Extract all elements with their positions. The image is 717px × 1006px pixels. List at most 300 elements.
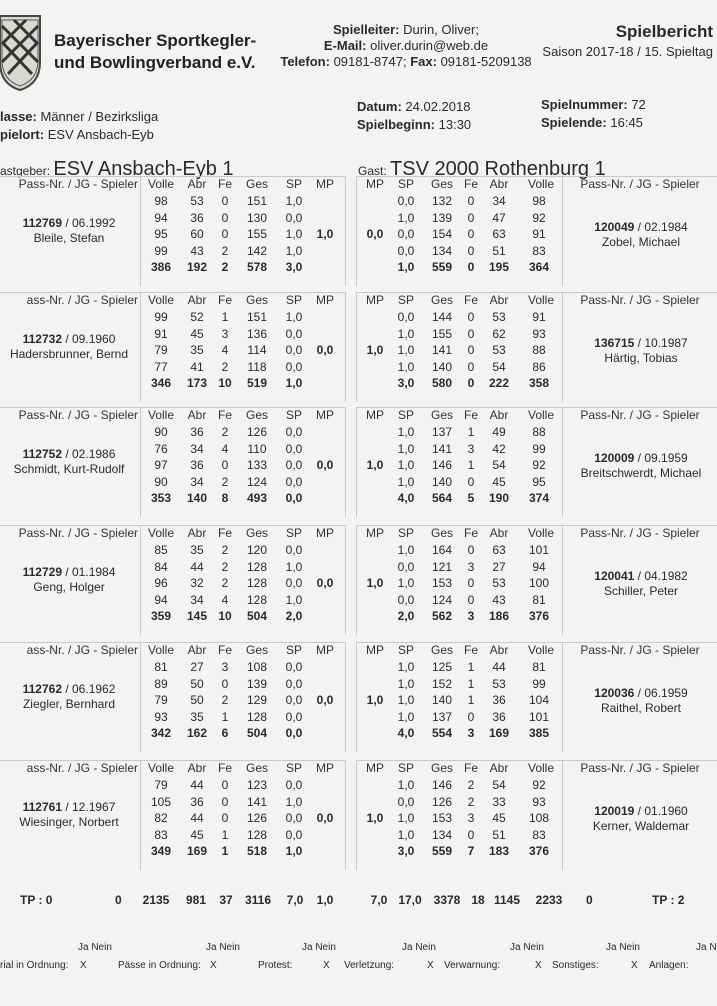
- guest-abr-cell: 47: [492, 210, 506, 225]
- host-ges-cell: 128: [246, 592, 268, 607]
- host-fe-cell: 2: [221, 359, 229, 374]
- guest-fe-cell: 0: [467, 210, 475, 225]
- col-fe: Fe: [217, 408, 232, 422]
- player-total-row: [0, 843, 717, 859]
- ja-nein-5: Ja Nein: [510, 942, 544, 953]
- datum-label: Datum:: [357, 99, 402, 114]
- host-total-volle: 359: [150, 609, 172, 623]
- beginn-label: Spielbeginn:: [357, 117, 435, 132]
- guest-ges-cell: 152: [431, 676, 453, 691]
- guest-zero: 0: [586, 893, 593, 907]
- guest-pass-number: 120041: [594, 569, 635, 583]
- host-pass-number: 112761: [22, 800, 62, 814]
- guest-total-ges: 564: [431, 491, 453, 505]
- guest-sp-cell: 0,0: [397, 559, 415, 574]
- host-player-header: Pass-Nr. / JG - Spieler: [18, 408, 138, 422]
- host-fe-cell: 0: [221, 458, 229, 472]
- guest-ges-cell: 132: [431, 194, 453, 208]
- col-volle-guest: Volle: [527, 293, 555, 307]
- ja-nein-4: Ja Nein: [402, 942, 436, 953]
- col-abr-guest: Abr: [489, 293, 509, 307]
- guest-fe-cell: 0: [467, 343, 475, 357]
- contact-block: [276, 22, 536, 70]
- guest-sp-cell: 1,0: [397, 660, 415, 674]
- guest-abr-cell: 27: [492, 559, 506, 574]
- col-sp: SP: [285, 643, 302, 657]
- col-mp-guest: MP: [366, 177, 384, 191]
- col-ges-guest: Ges: [430, 293, 453, 307]
- pairing-block: [0, 525, 717, 643]
- host-abr-cell: 27: [190, 660, 204, 674]
- host-abr-cell: 44: [190, 778, 204, 792]
- col-ges-guest: Ges: [430, 761, 453, 775]
- klasse-value: Männer / Bezirksliga: [40, 109, 159, 124]
- guest-volle-cell: 92: [532, 778, 546, 792]
- col-sp-guest: SP: [397, 761, 414, 775]
- guest-abr-cell: 36: [492, 709, 506, 724]
- host-total-abr: 145: [186, 609, 208, 623]
- host-sp-cell: 0,0: [285, 425, 303, 439]
- host-abr-cell: 34: [190, 592, 204, 607]
- host-player-header: ass-Nr. / JG - Spieler: [26, 293, 138, 307]
- host-birth: / 01.1984: [65, 565, 116, 579]
- guest-abr-cell: 45: [492, 811, 506, 825]
- guest-abr-cell: 53: [492, 676, 506, 691]
- guest-total-fe: 5: [467, 491, 475, 505]
- leiter-label: Spielleiter:: [333, 22, 400, 37]
- col-fe-guest: Fe: [463, 761, 478, 775]
- host-sp-cell: 1,0: [285, 794, 303, 809]
- game-row: [0, 424, 717, 440]
- col-abr-guest: Abr: [489, 643, 509, 657]
- col-mp: MP: [316, 408, 334, 422]
- host-team-name: ESV Ansbach-Eyb 1: [53, 158, 234, 180]
- guest-abr-cell: 36: [492, 693, 506, 707]
- col-abr: Abr: [187, 643, 207, 657]
- nummer-value: 72: [631, 97, 646, 112]
- guest-sp-cell: 0,0: [397, 592, 415, 607]
- guest-volle-cell: 92: [532, 458, 546, 472]
- col-fe-guest: Fe: [463, 526, 478, 540]
- guest-sp-cell: 1,0: [397, 543, 415, 557]
- host-total-volle: 2135: [142, 893, 170, 907]
- guest-total-volle: 358: [528, 376, 550, 390]
- host-volle-cell: 94: [154, 210, 168, 225]
- col-volle: Volle: [147, 526, 175, 540]
- guest-abr-cell: 34: [492, 194, 506, 208]
- guest-abr-cell: 62: [492, 326, 506, 341]
- guest-sp-cell: 1,0: [397, 709, 415, 724]
- host-sp-cell: 0,0: [285, 811, 303, 825]
- host-player-name: Schmidt, Kurt-Rudolf: [13, 462, 125, 476]
- guest-fe-cell: 3: [467, 441, 475, 456]
- host-ges-cell: 136: [246, 326, 268, 341]
- col-ges-guest: Ges: [430, 526, 453, 540]
- guest-player-name: Kerner, Waldemar: [592, 819, 690, 833]
- footer-label-material: rial in Ordnung:: [0, 960, 69, 971]
- col-abr: Abr: [187, 177, 207, 191]
- guest-fe-cell: 1: [467, 660, 475, 674]
- guest-volle-cell: 93: [532, 326, 546, 341]
- guest-total-ges: 3378: [433, 893, 461, 907]
- col-sp-guest: SP: [397, 177, 414, 191]
- guest-sp-cell: 1,0: [397, 210, 415, 225]
- col-volle-guest: Volle: [527, 761, 555, 775]
- col-fe-guest: Fe: [463, 177, 478, 191]
- host-total-sp: 3,0: [285, 260, 303, 274]
- col-fe-guest: Fe: [463, 643, 478, 657]
- host-ges-cell: 108: [246, 660, 268, 674]
- col-sp: SP: [285, 177, 302, 191]
- game-row: [0, 542, 717, 558]
- host-abr-cell: 36: [190, 458, 204, 472]
- match-date-block: [357, 98, 471, 134]
- host-total-volle: 386: [150, 260, 172, 274]
- col-volle-guest: Volle: [527, 408, 555, 422]
- host-volle-cell: 93: [154, 709, 168, 724]
- guest-sp-cell: 1,0: [397, 425, 415, 439]
- host-mp-value: 1,0: [316, 227, 334, 241]
- guest-volle-cell: 81: [532, 660, 546, 674]
- guest-ges-cell: 121: [431, 559, 453, 574]
- col-fe: Fe: [217, 761, 232, 775]
- pairing-block: [0, 176, 717, 294]
- ja-nein-1: Ja Nein: [78, 942, 112, 953]
- guest-player: [566, 220, 716, 250]
- host-ges-cell: 139: [246, 676, 268, 691]
- host-pass-number: 112732: [22, 332, 62, 346]
- col-volle: Volle: [147, 408, 175, 422]
- guest-total-abr: 195: [488, 260, 510, 274]
- guest-player: [566, 451, 716, 481]
- guest-fe-cell: 0: [467, 576, 475, 590]
- guest-total-ges: 580: [431, 376, 453, 390]
- host-fe-cell: 0: [221, 210, 229, 225]
- guest-sp-cell: 0,0: [397, 310, 415, 324]
- col-abr-guest: Abr: [489, 177, 509, 191]
- guest-ges-cell: 140: [431, 474, 453, 489]
- host-total-mp: 1,0: [316, 893, 334, 907]
- guest-volle-cell: 101: [528, 543, 550, 557]
- host-ges-cell: 129: [246, 693, 268, 707]
- footer-mark-sonstiges: X: [631, 960, 638, 971]
- col-ges: Ges: [245, 293, 268, 307]
- guest-fe-cell: 1: [467, 458, 475, 472]
- host-volle-cell: 82: [154, 811, 168, 825]
- guest-ges-cell: 140: [431, 693, 453, 707]
- guest-ges-cell: 144: [431, 310, 453, 324]
- guest-player-name: Raithel, Robert: [600, 701, 682, 715]
- guest-volle-cell: 88: [532, 343, 546, 357]
- guest-abr-cell: 54: [492, 778, 506, 792]
- host-total-fe: 10: [218, 376, 232, 390]
- host-abr-cell: 35: [190, 543, 204, 557]
- leiter-name: Durin, Oliver;: [403, 22, 479, 37]
- host-volle-cell: 97: [154, 458, 168, 472]
- guest-sp-cell: 1,0: [397, 676, 415, 691]
- guest-fe-cell: 1: [467, 693, 475, 707]
- guest-volle-cell: 86: [532, 359, 546, 374]
- guest-abr-cell: 54: [492, 359, 506, 374]
- host-volle-cell: 84: [154, 559, 168, 574]
- guest-fe-cell: 0: [467, 243, 475, 258]
- col-abr: Abr: [187, 293, 207, 307]
- host-total-sp: 7,0: [286, 893, 304, 907]
- col-fe: Fe: [217, 293, 232, 307]
- footer-label-sonstiges: Sonstiges:: [552, 960, 599, 971]
- col-volle-guest: Volle: [527, 643, 555, 657]
- guest-abr-cell: 53: [492, 576, 506, 590]
- guest-total-volle: 2233: [535, 893, 563, 907]
- host-fe-cell: 4: [221, 441, 229, 456]
- host-total-volle: 346: [150, 376, 172, 390]
- guest-abr-cell: 54: [492, 458, 506, 472]
- guest-sp-cell: 1,0: [397, 359, 415, 374]
- host-volle-cell: 77: [154, 359, 168, 374]
- host-sp-cell: 0,0: [285, 660, 303, 674]
- guest-ges-cell: 137: [431, 425, 453, 439]
- col-abr: Abr: [187, 761, 207, 775]
- game-row: [0, 193, 717, 209]
- guest-player-header: Pass-Nr. / JG - Spieler: [580, 293, 700, 307]
- guest-total-abr: 186: [488, 609, 510, 623]
- col-mp: MP: [316, 643, 334, 657]
- host-sp-cell: 1,0: [285, 559, 303, 574]
- guest-mp-value: 0,0: [366, 227, 384, 241]
- col-ges-guest: Ges: [430, 408, 453, 422]
- host-sp-cell: 0,0: [285, 343, 303, 357]
- guest-fe-cell: 2: [467, 778, 475, 792]
- guest-total-volle: 385: [528, 726, 550, 740]
- guest-volle-cell: 88: [532, 425, 546, 439]
- host-player-header: ass-Nr. / JG - Spieler: [26, 761, 138, 775]
- host-total-abr: 192: [186, 260, 208, 274]
- guest-ges-cell: 155: [431, 326, 453, 341]
- match-number-block: [541, 96, 646, 132]
- guest-ges-cell: 154: [431, 227, 453, 241]
- guest-total-sp: 17,0: [398, 893, 422, 907]
- guest-birth: / 04.1982: [637, 569, 688, 583]
- host-volle-cell: 83: [154, 827, 168, 842]
- guest-total-sp: 3,0: [397, 376, 415, 390]
- guest-ges-cell: 164: [431, 543, 453, 557]
- footer-mark-protest: X: [323, 960, 330, 971]
- host-abr-cell: 36: [190, 210, 204, 225]
- host-player-name: Ziegler, Bernhard: [22, 697, 116, 711]
- host-birth: / 06.1962: [65, 682, 116, 696]
- guest-total-fe: 0: [467, 260, 475, 274]
- host-volle-cell: 90: [154, 425, 168, 439]
- col-volle-guest: Volle: [527, 177, 555, 191]
- host-abr-cell: 41: [190, 359, 204, 374]
- host-fe-cell: 2: [221, 559, 229, 574]
- host-abr-cell: 50: [190, 693, 204, 707]
- col-mp: MP: [316, 526, 334, 540]
- host-birth: / 09.1960: [65, 332, 116, 346]
- host-player: [0, 447, 138, 477]
- host-sp-cell: 0,0: [285, 693, 303, 707]
- col-volle: Volle: [147, 293, 175, 307]
- host-player: [0, 800, 138, 830]
- organization-name: [54, 30, 256, 74]
- guest-abr-cell: 63: [492, 227, 506, 241]
- guest-abr-cell: 49: [492, 425, 506, 439]
- host-fe-cell: 1: [221, 827, 229, 842]
- guest-ges-cell: 134: [431, 827, 453, 842]
- host-volle-cell: 79: [154, 343, 168, 357]
- host-abr-cell: 36: [190, 425, 204, 439]
- host-sp-cell: 0,0: [285, 778, 303, 792]
- host-ges-cell: 114: [247, 343, 267, 357]
- ende-value: 16:45: [610, 115, 643, 130]
- host-pass-number: 112729: [22, 565, 62, 579]
- guest-abr-cell: 53: [492, 343, 506, 357]
- guest-sp-cell: 1,0: [397, 474, 415, 489]
- guest-total-sp: 1,0: [397, 260, 415, 274]
- guest-volle-cell: 99: [532, 676, 546, 691]
- guest-total-abr: 183: [488, 844, 510, 858]
- guest-birth: / 02.1984: [637, 220, 688, 234]
- guest-ges-cell: 140: [431, 359, 453, 374]
- guest-total-abr: 190: [488, 491, 510, 505]
- guest-volle-cell: 92: [532, 210, 546, 225]
- host-birth: / 06.1992: [65, 216, 116, 230]
- guest-volle-cell: 83: [532, 827, 546, 842]
- host-fe-cell: 0: [221, 676, 229, 691]
- host-total-sp: 2,0: [285, 609, 303, 623]
- host-ges-cell: 142: [246, 243, 268, 258]
- guest-fe-cell: 0: [467, 474, 475, 489]
- host-ges-cell: 110: [247, 441, 267, 456]
- footer-mark-verletzung: X: [427, 960, 434, 971]
- col-ges: Ges: [245, 408, 268, 422]
- guest-total-fe: 18: [471, 893, 485, 907]
- host-total-sp: 0,0: [285, 491, 303, 505]
- host-fe-cell: 0: [221, 227, 229, 241]
- host-zero: 0: [115, 893, 122, 907]
- guest-pass-number: 136715: [594, 336, 635, 350]
- guest-total-ges: 554: [431, 726, 453, 740]
- footer-checklist: [0, 940, 717, 980]
- col-mp: MP: [316, 293, 334, 307]
- guest-ges-cell: 137: [431, 709, 453, 724]
- guest-volle-cell: 99: [532, 441, 546, 456]
- host-mp-value: 0,0: [316, 458, 334, 472]
- col-sp-guest: SP: [397, 526, 414, 540]
- guest-fe-cell: 0: [467, 227, 475, 241]
- guest-ges-cell: 124: [431, 592, 453, 607]
- guest-volle-cell: 100: [528, 576, 550, 590]
- guest-birth: / 10.1987: [637, 336, 688, 350]
- host-total-abr: 981: [185, 893, 207, 907]
- host-volle-cell: 81: [154, 660, 168, 674]
- footer-label-protest: Protest:: [258, 960, 293, 971]
- footer-label-verletzung: Verletzung:: [344, 960, 395, 971]
- host-ges-cell: 133: [246, 458, 268, 472]
- guest-ges-cell: 146: [431, 778, 453, 792]
- telefon-label: Telefon:: [280, 54, 330, 69]
- host-abr-cell: 35: [190, 343, 204, 357]
- guest-abr-cell: 42: [492, 441, 506, 456]
- guest-ges-cell: 126: [431, 794, 453, 809]
- column-header-row: [0, 176, 717, 192]
- host-sp-cell: 0,0: [285, 458, 303, 472]
- host-volle-cell: 76: [154, 441, 168, 456]
- col-mp-guest: MP: [366, 643, 384, 657]
- guest-pass-number: 120019: [594, 804, 635, 818]
- host-sp-cell: 0,0: [285, 441, 303, 456]
- col-volle: Volle: [147, 761, 175, 775]
- guest-player-name: Breitschwerdt, Michael: [580, 466, 702, 480]
- guest-volle-cell: 81: [532, 592, 546, 607]
- host-total-volle: 349: [150, 844, 172, 858]
- host-fe-cell: 3: [221, 660, 229, 674]
- klasse-label: lasse:: [0, 109, 37, 124]
- host-pass-number: 112762: [22, 682, 62, 696]
- guest-player: [566, 569, 716, 599]
- host-sp-cell: 0,0: [285, 326, 303, 341]
- guest-ges-cell: 139: [431, 210, 453, 225]
- guest-sp-cell: 1,0: [397, 778, 415, 792]
- beginn-value: 13:30: [438, 117, 472, 132]
- season-info: Saison 2017-18 / 15. Spieltag: [542, 44, 713, 59]
- guest-total-abr: 1145: [493, 893, 521, 907]
- host-volle-cell: 105: [150, 794, 172, 809]
- host-volle-cell: 90: [154, 474, 168, 489]
- col-volle: Volle: [147, 177, 175, 191]
- host-sp-cell: 0,0: [285, 576, 303, 590]
- guest-total-fe: 3: [467, 609, 475, 623]
- email-label: E-Mail:: [323, 38, 367, 53]
- host-fe-cell: 4: [221, 343, 229, 357]
- host-volle-cell: 79: [154, 778, 168, 792]
- col-fe-guest: Fe: [463, 293, 478, 307]
- ja-nein-6: Ja Nein: [606, 942, 640, 953]
- host-fe-cell: 2: [221, 425, 229, 439]
- host-ges-cell: 128: [246, 576, 268, 590]
- pairing-block: [0, 642, 717, 760]
- guest-abr-cell: 51: [492, 827, 506, 842]
- host-fe-cell: 2: [221, 693, 229, 707]
- col-sp-guest: SP: [397, 643, 414, 657]
- host-ges-cell: 124: [246, 474, 268, 489]
- guest-total-sp: 3,0: [397, 844, 415, 858]
- guest-fe-cell: 3: [467, 811, 475, 825]
- guest-ges-cell: 153: [431, 576, 453, 590]
- host-sp-cell: 0,0: [285, 676, 303, 691]
- guest-fe-cell: 0: [467, 592, 475, 607]
- host-total-fe: 10: [218, 609, 232, 623]
- email-value: oliver.durin@web.de: [370, 38, 489, 53]
- guest-total-volle: 364: [528, 260, 550, 274]
- host-sp-cell: 1,0: [285, 310, 303, 324]
- guest-player: [566, 336, 716, 366]
- guest-ges-cell: 134: [431, 243, 453, 258]
- host-total-ges: 519: [246, 376, 268, 390]
- host-total-ges: 518: [246, 844, 268, 858]
- host-volle-cell: 98: [154, 194, 168, 208]
- host-total-volle: 342: [150, 726, 172, 740]
- guest-ges-cell: 146: [431, 458, 453, 472]
- guest-volle-cell: 108: [528, 811, 550, 825]
- guest-pass-number: 120049: [594, 220, 635, 234]
- guest-player-header: Pass-Nr. / JG - Spieler: [580, 761, 700, 775]
- host-total-fe: 6: [221, 726, 229, 740]
- host-abr-cell: 32: [190, 576, 204, 590]
- host-fe-cell: 0: [221, 194, 229, 208]
- player-total-row: [0, 725, 717, 741]
- host-total-sp: 1,0: [285, 844, 303, 858]
